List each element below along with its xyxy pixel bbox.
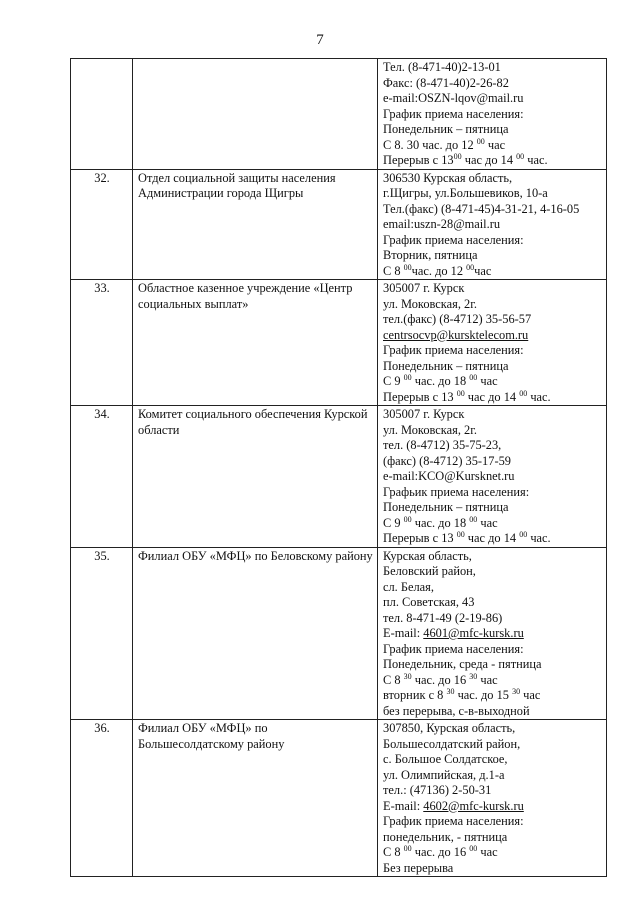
contact-line: email:uszn-28@mail.ru — [383, 217, 501, 231]
row-number: 32. — [71, 169, 133, 280]
organization-name: Комитет социального обеспечения Курской области — [133, 406, 378, 548]
contact-line: (факс) (8-4712) 35-17-59 — [383, 453, 511, 468]
contact-line: Без перерыва — [383, 860, 454, 875]
contact-line: С 8 $^{00}$час. до 12 $^{00}$час — [383, 262, 492, 278]
contact-line: ул. Моковская, 2г. — [383, 296, 477, 311]
contact-line: Факс: (8-471-40)2-26-82 — [383, 75, 509, 90]
row-number: 34. — [71, 406, 133, 548]
contact-line: Перерыв с 13 $^{00}$ час до 14 $^{00}$ час. — [383, 388, 551, 404]
contact-line: 306530 Курская область, — [383, 170, 513, 185]
contact-info — [378, 59, 607, 170]
contact-info — [378, 280, 607, 406]
contact-line: С 9 $^{00}$ час. до 18 $^{00}$ час — [383, 373, 498, 388]
table-row — [71, 280, 607, 406]
contact-line: Перерыв с 13 $^{00}$ час до 14 $^{00}$ час. — [383, 530, 551, 545]
organization-name: Областное казенное учреждение «Центр социальных выплат» — [133, 280, 378, 406]
contact-line: Тел. (8-471-40)2-13-01 — [383, 60, 501, 74]
contact-info — [378, 720, 607, 877]
contact-line: Тел.(факс) (8-471-45)4-31-21, 4-16-05 — [383, 201, 580, 216]
contact-line: График приема населения: — [383, 343, 524, 357]
contact-line: Беловский район, — [383, 564, 476, 578]
table-row — [71, 406, 607, 548]
row-number — [71, 59, 133, 170]
contact-line: Понедельник – пятница — [383, 358, 509, 373]
contact-line: ул. Моковская, 2г. — [383, 422, 477, 437]
email-link[interactable]: centrsocvp@kursktelecom.ru — [383, 327, 529, 342]
row-number: 36. — [71, 720, 133, 877]
row-number: 35. — [71, 547, 133, 720]
organization-name: Филиал ОБУ «МФЦ» по Беловскому району — [133, 547, 378, 720]
contact-line: График приема населения: — [383, 106, 524, 121]
organizations-table — [70, 58, 607, 877]
contact-line: с. Большое Солдатское, — [383, 752, 508, 766]
contact-line: тел.: (47136) 2-50-31 — [383, 783, 492, 797]
table-row — [71, 59, 607, 170]
contact-line: г.Щигры, ул.Большевиков, 10-а — [383, 186, 548, 200]
contact-line: График приема населения: — [383, 232, 524, 247]
contact-line: График приема населения: — [383, 641, 524, 656]
contact-line: E-mail: 4601@mfc-kursk.ru — [383, 626, 524, 640]
contact-line: Понедельник – пятница — [383, 500, 509, 514]
table-body — [71, 59, 607, 877]
contact-line: без перерыва, с-в-выходной — [383, 703, 530, 718]
table-row — [71, 720, 607, 877]
contact-line: С 8 $^{30}$ час. до 16 $^{30}$ час — [383, 671, 498, 687]
contact-line: График приема населения: — [383, 814, 524, 828]
contact-line: Графьик приема населения: — [383, 484, 530, 499]
contact-line: вторник с 8 $^{30}$ час. до 15 $^{30}$ час — [383, 687, 541, 702]
contact-line: e-mail:KCO@Kursknet.ru — [383, 469, 515, 483]
contact-info — [378, 406, 607, 548]
organization-name — [133, 59, 378, 170]
contact-line: ул. Олимпийская, д.1-а — [383, 767, 505, 782]
contact-info — [378, 547, 607, 720]
contact-line: 305007 г. Курск — [383, 281, 465, 295]
contact-info — [378, 169, 607, 280]
table-row — [71, 169, 607, 280]
contact-line: 307850, Курская область, — [383, 721, 516, 735]
contact-line: пл. Советская, 43 — [383, 595, 475, 609]
contact-line: С 9 $^{00}$ час. до 18 $^{00}$ час — [383, 514, 498, 530]
organization-name: Филиал ОБУ «МФЦ» по Большесолдатскому району — [133, 720, 378, 877]
contact-line: Курская область, — [383, 548, 472, 563]
contact-line: e-mail:OSZN-lqov@mail.ru — [383, 91, 524, 105]
contact-line: тел. 8-471-49 (2-19-86) — [383, 610, 503, 625]
contact-line: E-mail: 4602@mfc-kursk.ru — [383, 798, 524, 813]
contact-line: Вторник, пятница — [383, 248, 478, 262]
contact-line: Большесолдатский район, — [383, 736, 521, 751]
contact-line: С 8. 30 час. до 12 $^{00}$ час — [383, 136, 506, 152]
contact-line: С 8 $^{00}$ час. до 16 $^{00}$ час — [383, 844, 498, 859]
contact-line: Понедельник, среда - пятница — [383, 657, 542, 671]
contact-line: Понедельник – пятница — [383, 122, 509, 136]
contact-line: тел.(факс) (8-4712) 35-56-57 — [383, 312, 532, 326]
contact-line: понедельник, - пятница — [383, 829, 508, 844]
table-row — [71, 547, 607, 720]
row-number: 33. — [71, 280, 133, 406]
organization-name: Отдел социальной защиты населения Администрации города Щигры — [133, 169, 378, 280]
contact-line: сл. Белая, — [383, 579, 434, 594]
contact-line: 305007 г. Курск — [383, 407, 465, 421]
contact-line: тел. (8-4712) 35-75-23, — [383, 438, 502, 452]
page-number: 7 — [316, 32, 324, 48]
contact-line: Перерыв с $13^{00}$ час до 14 $^{00}$ час. — [383, 152, 548, 167]
